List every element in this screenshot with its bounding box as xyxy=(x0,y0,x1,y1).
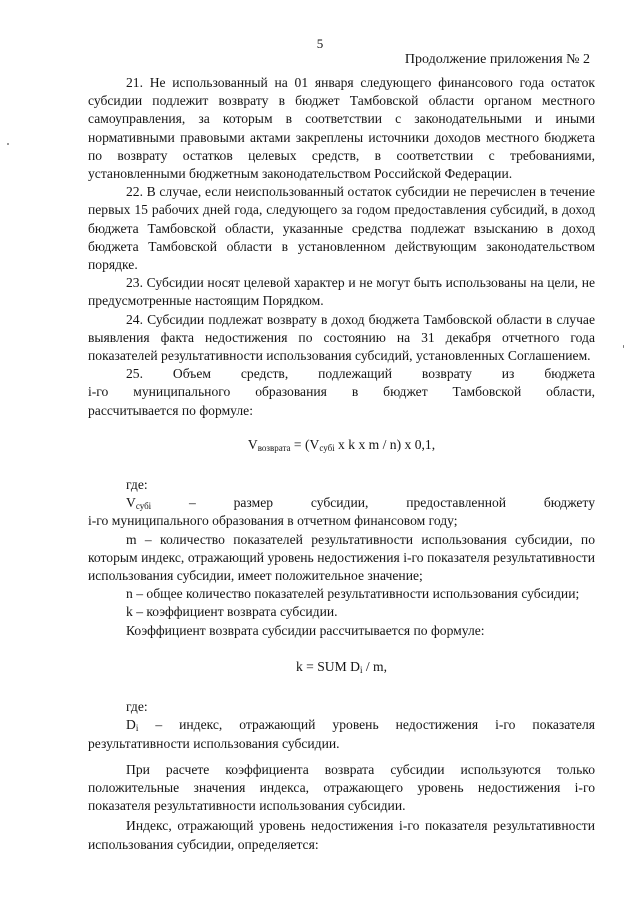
scan-speck xyxy=(623,345,624,348)
definition-k: k – коэффициент возврата субсидии. xyxy=(126,604,338,620)
paragraph-25 xyxy=(88,365,595,420)
paragraph-21: 21. Не использованный на 01 января следующего финансового года остаток субсидии подлежит возврату в бюджет Тамбовской области органом местного самоуправления, за которым в соответствии с законодательными и иными нормативными правовыми актами закреплены источники доходов местного бюджета по возврату остатков целевых средств, в соответствии с требованиями, установленными бюджетным законодательством Российской Федерации. xyxy=(88,75,595,182)
coefficient-intro: Коэффициент возврата субсидии рассчитывается по формуле: xyxy=(126,622,485,638)
definition-v-word-1: размер xyxy=(233,495,274,511)
page-number: 5 xyxy=(316,36,324,51)
definition-v-dash: – xyxy=(188,495,196,511)
coefficient-formula-lhs: k = SUM D xyxy=(295,658,360,674)
scan-speck xyxy=(7,143,9,145)
definition-v-word-3: предоставленной xyxy=(406,495,507,511)
definition-m: m – количество показателей результативности использования субсидии, по которым индекс, отражающий уровень недостижения i-го показателя результативности использования субсидии, имеет положительное значение; xyxy=(88,531,595,584)
definition-v xyxy=(88,494,595,530)
definition-n: n – общее количество показателей результативности использования субсидии; xyxy=(126,586,580,602)
definition-v-word-4: бюджету xyxy=(543,495,595,511)
definition-d: $D_i$ – индекс, отражающий уровень недостижения i-го показателя результативности использования субсидии. xyxy=(88,717,595,751)
paragraph-calculation: При расчете коэффициента возврата субсидии используются только положительные значения индекса, отражающего уровень недостижения i-го показателя результативности использования субсидии. xyxy=(88,761,595,814)
definition-v-symbol: $V_{субi}$ xyxy=(126,495,152,512)
formula-eq-open: = (V xyxy=(290,436,320,452)
refund-formula xyxy=(88,436,595,454)
paragraph-24: 24. Субсидии подлежат возврату в доход бюджета Тамбовской области в случае выявления факта недостижения по состоянию на 31 декабря отчетного года показателей результативности использования субсидий, установленных Соглашением. xyxy=(88,311,595,364)
document-body xyxy=(88,74,595,854)
coefficient-formula xyxy=(88,658,595,676)
appendix-header: Продолжение приложения № 2 xyxy=(404,52,590,67)
definition-v-word-2: субсидии, xyxy=(310,495,369,511)
coefficient-formula-rhs: / m, xyxy=(362,658,387,674)
formula-v-subscript: возврата xyxy=(257,442,291,453)
definition-v-line xyxy=(88,494,595,512)
where-label-1: где: xyxy=(126,477,148,493)
coefficient-formula-subscript: i xyxy=(359,664,363,675)
paragraph-index: Индекс, отражающий уровень недостижения i-го показателя результативности использования субсидии, определяется: xyxy=(88,818,595,852)
formula-rest: x k x m / n) x 0,1, xyxy=(334,436,436,452)
paragraph-25-line-1: 25. Объем средств, подлежащий возврату из бюджета xyxy=(126,366,595,382)
definition-v-continuation: i-го муниципального образования в отчетном финансовом году; xyxy=(88,513,458,529)
paragraph-25-line-2: i-го муниципального образования в бюджет Тамбовской области, xyxy=(88,384,595,400)
formula-vs-subscript: субi xyxy=(319,442,335,453)
formula-v: V xyxy=(247,436,258,452)
paragraph-25-line-3: рассчитывается по формуле: xyxy=(88,402,253,418)
where-label-2: где: xyxy=(126,699,148,715)
paragraph-23: 23. Субсидии носят целевой характер и не могут быть использованы на цели, не предусмотренные настоящим Порядком. xyxy=(88,275,595,309)
paragraph-22: 22. В случае, если неиспользованный остаток субсидии не перечислен в течение первых 15 рабочих дней года, следующего за годом предоставления субсидий, в доход бюджета Тамбовской области, указанные средства подлежат взысканию в доход бюджета Тамбовской области в установленном действующим законодательством порядке. xyxy=(88,184,595,273)
